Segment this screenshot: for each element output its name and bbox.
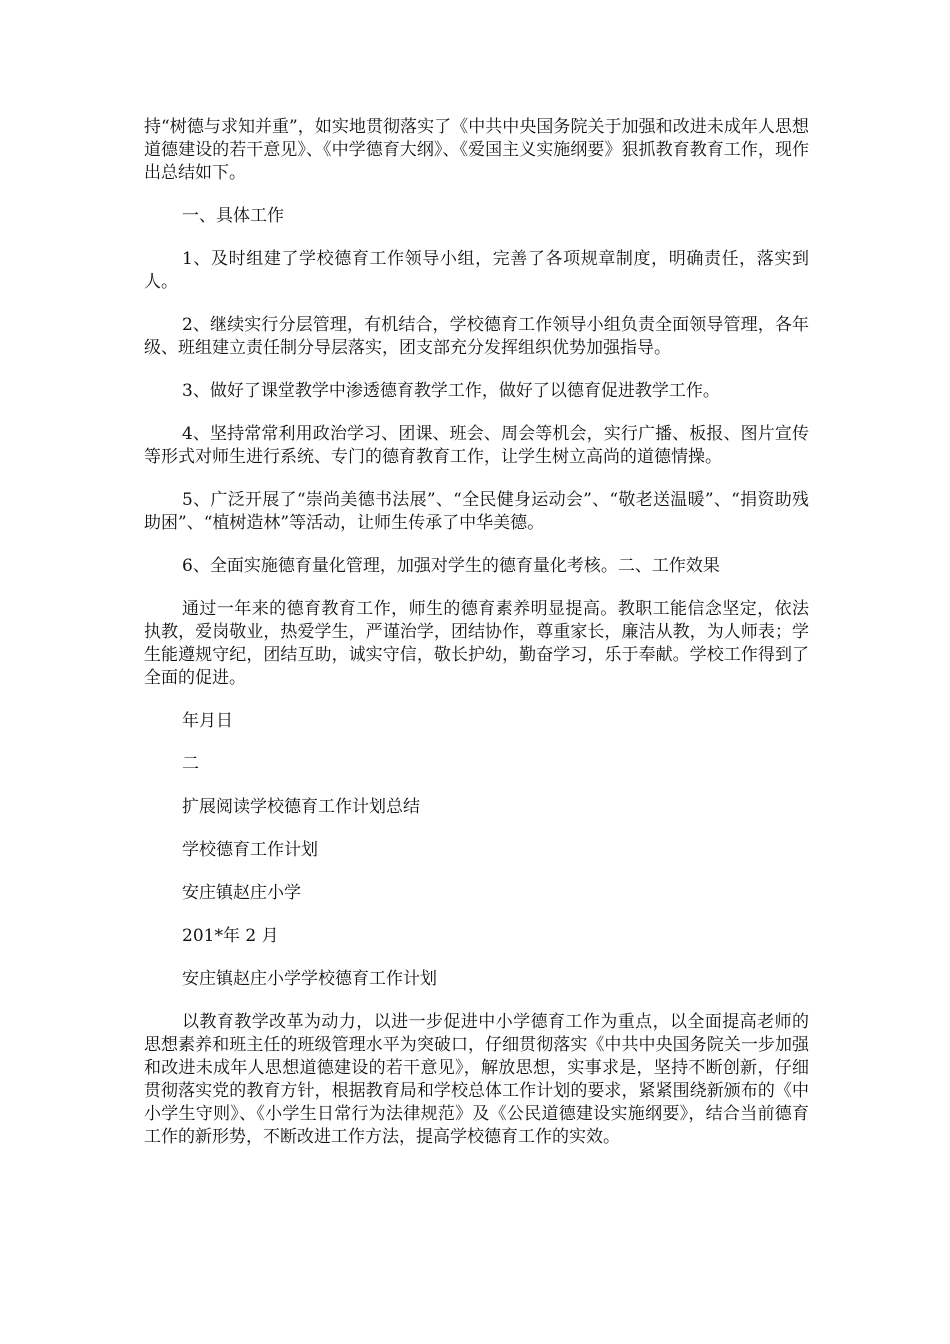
paragraph-item-2: 2、继续实行分层管理，有机结合，学校德育工作领导小组负责全面领导管理，各年级、班组建立责任制分导层落实，团支部充分发挥组织优势加强指导。	[144, 315, 809, 358]
plan-title: 学校德育工作计划	[182, 840, 318, 860]
paragraph-item-1: 1、及时组建了学校德育工作领导小组，完善了各项规章制度，明确责任，落实到人。	[144, 249, 809, 292]
paragraph-item-5: 5、广泛开展了“崇尚美德书法展”、“全民健身运动会”、“敬老送温暖”、“捐资助残助困”、“植树造林”等活动，让师生传承了中华美德。	[144, 490, 809, 533]
paragraph-intro-continued: 持“树德与求知并重”，如实地贯彻落实了《中共中央国务院关于加强和改进未成年人思想道德建设的若干意见》、《中学德育大纲》、《爱国主义实施纲要》狠抓教育教育工作，现作出总结如下。	[144, 117, 809, 183]
school-name: 安庄镇赵庄小学	[182, 883, 301, 903]
paragraph-item-4: 4、坚持常常利用政治学习、团课、班会、周会等机会，实行广播、板报、图片宣传等形式对师生进行系统、专门的德育教育工作，让学生树立高尚的道德情操。	[144, 424, 809, 467]
plan-date: 201*年 2 月	[182, 926, 279, 946]
paragraph-item-3: 3、做好了课堂教学中渗透德育教学工作，做好了以德育促进教学工作。	[182, 381, 720, 401]
section-heading-specific-work: 一、具体工作	[182, 206, 284, 226]
paragraph-plan-body: 以教育教学改革为动力，以进一步促进中小学德育工作为重点，以全面提高老师的思想素养和班主任的班级管理水平为突破口，仔细贯彻落实《中共中央国务院关一步加强和改进未成年人思想道德建设的若干意见》，解放思想，实事求是，坚持不断创新，仔细贯彻落实党的教育方针，根据教育局和学校总体工作计划的要求，紧紧围绕新颁布的《中小学生守则》、《小学生日常行为法律规范》及《公民道德建设实施纲要》，结合当前德育工作的新形势，不断改进工作方法，提高学校德育工作的实效。	[144, 1012, 809, 1147]
date-line: 年月日	[182, 711, 233, 731]
paragraph-work-results: 通过一年来的德育教育工作，师生的德育素养明显提高。教职工能信念坚定，依法执教，爱岗敬业，热爱学生，严谨治学，团结协作，尊重家长，廉洁从教，为人师表；学生能遵规守纪，团结互助，诚实守信，敬长护幼，勤奋学习，乐于奉献。学校工作得到了全面的促进。	[144, 599, 809, 688]
document-body	[144, 116, 809, 1149]
extended-reading-title: 扩展阅读学校德育工作计划总结	[182, 797, 420, 817]
section-number: 二	[182, 754, 199, 774]
plan-full-title: 安庄镇赵庄小学学校德育工作计划	[182, 969, 437, 989]
paragraph-item-6: 6、全面实施德育量化管理，加强对学生的德育量化考核。二、工作效果	[182, 556, 720, 576]
